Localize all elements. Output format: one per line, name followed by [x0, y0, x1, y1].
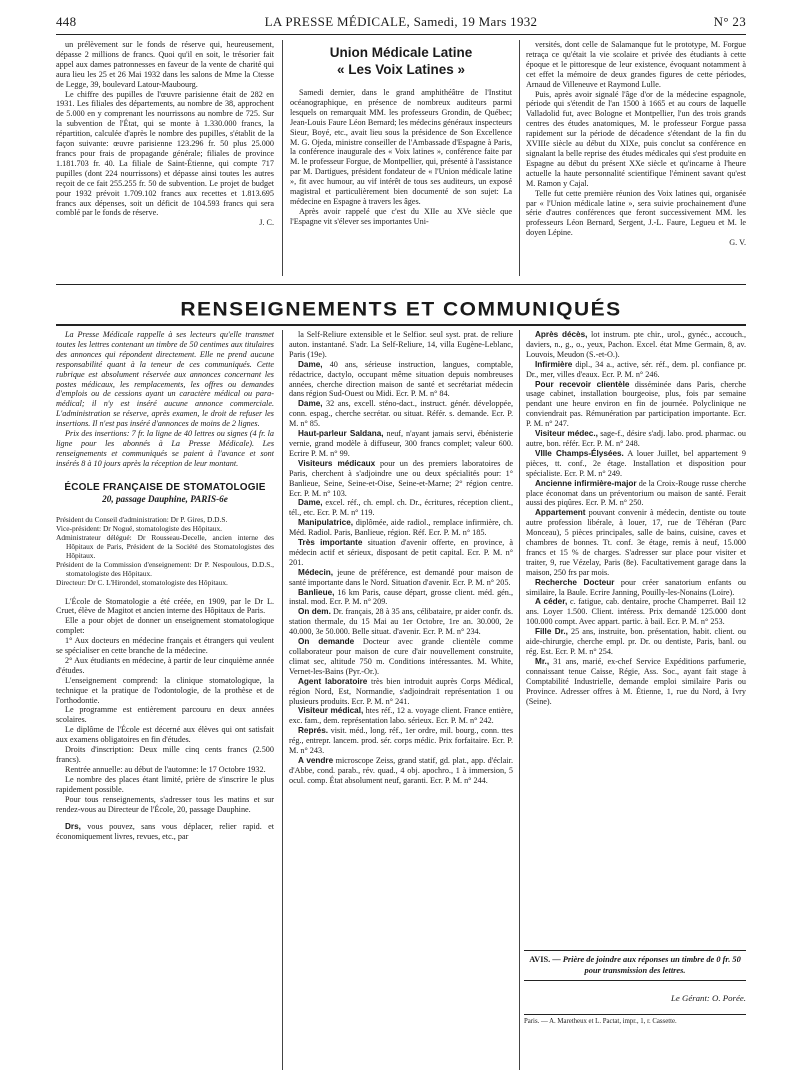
staff-entry: Vice-président: Dr Nogué, stomatologiste des Hôpitaux.: [56, 523, 223, 533]
ad-text: pour créer sanatorium enfants ou similaire, la Baule. Ecrire Janning, Pouilly-les-Nonains (Loire).: [526, 577, 746, 597]
article-signature: J. C.: [259, 218, 274, 228]
ad-text: sage-f., désire s'adj. labo. prod. pharmac. ou autre, bon. référ. Ecr. P. M. n° 248.: [526, 429, 746, 448]
ad-item: [526, 508, 746, 577]
union-title-line2: « Les Voix Latines »: [336, 62, 466, 77]
ecole-title: ÉCOLE FRANÇAISE DE STOMATOLOGIE: [64, 481, 266, 493]
ad-heading: Très importante: [298, 538, 363, 548]
classifieds-col2: [289, 330, 513, 1070]
ad-text: Dr. français, 28 à 35 ans, célibataire, pr aider confr. ds. station thermale, du 15 Mai au 1er Octobre, 1re an. 30.000, 2e 40.000, 3e 50.000. Belle situat. d'avenir. Ecr. P. M. n° 234.: [289, 607, 513, 637]
ad-heading: Dame,: [298, 399, 323, 409]
ad-item: [289, 677, 513, 707]
ad-text: 40 ans, sérieuse instruction, langues, comptable, rédactrice, dactylo, occupant même situation depuis nombreuses années, cherche direction maison de santé et secrétariat médecin dans région Sud-Ouest ou Midi. Ecr. P. M. n° 84.: [289, 359, 513, 399]
ad-text: dipl., 34 a., active, sér. réf., dem. pl. confiance pr. Dr., mer, villes d'eaux. Ecr. P. M. n° 246.: [526, 359, 746, 379]
ad-text: microscope Zeiss, grand statif, gd. plat., app. d'éclair. d'Abbe, cond. parab., rév. quad., 4 obj. apochro., 1 à immersion, 5 ocul. comp. État absolument neuf, garanti. Ecr. P. M. n° 244.: [289, 755, 513, 785]
column-divider: [519, 330, 520, 1070]
ad-text: jeune de préférence, est demandé pour maison de santé importante dans le Nord. Situation d'avenir. Ecr. P. M. n° 205.: [289, 567, 513, 587]
paragraph: L'École de Stomatologie a été créée, en 1909, par le Dr L. Cruet, élève de Magitot et ancien interne des Hôpitaux de Paris.: [56, 596, 274, 616]
ad-heading: Ancienne infirmière-major: [535, 478, 637, 488]
ad-heading: Visiteur médec.,: [535, 429, 598, 439]
journal-title: LA PRESSE MÉDICALE, Samedi, 19 Mars 1932: [264, 14, 538, 29]
ad-text: pour un des premiers laboratoires de Paris, cherchent à s'adjoindre une ou deux spécialités pour: 1° Banlieue, Seine, Seine-et-Oise, Seine-et-Marne; 2° région centre. Ecr. P. M. n° 103.: [289, 458, 513, 498]
ad-heading: A céder,: [535, 597, 568, 607]
ad-item: [526, 627, 746, 657]
union-signature: G. V.: [729, 238, 746, 248]
section-rule-top: [56, 284, 746, 285]
ad-text: 16 km Paris, cause départ, grosse client. méd. gén., instal. mod. Ecr. P. M. n° 209.: [289, 587, 513, 607]
ad-heading: Dame,: [298, 359, 323, 369]
ad-text: c. fatigue, cab. dentaire, proche Champerret. Bail 12 ans. Loyer 1.500. Client. intéress. Prix demandé 125.000 dont 100.000 compt. Avec appart. partic. à bail. Ecr. P. M. n° 253.: [526, 597, 746, 627]
ad-item: [289, 360, 513, 400]
ad-heading: Manipulatrice,: [298, 518, 354, 528]
ad-text: de la Croix-Rouge russe cherche place économat dans un préventorium ou maison de santé. Ferait aussi des piqûres. Ecr. P. M. n° 250.: [526, 478, 746, 508]
ad-heading: VIIIe Champs-Élysées.: [535, 448, 624, 458]
ad-item: [526, 657, 746, 707]
ad-item: [289, 538, 513, 568]
column-divider: [282, 40, 283, 276]
ad-heading: Pour recevoir clientèle: [535, 379, 630, 389]
section-rule-bottom: [56, 324, 746, 326]
ad-item: [289, 706, 513, 726]
ad-text: neuf, n'ayant jamais servi, ébénisterie vernie, grand modèle à diffuseur, 300 francs complet; valeur 600. Ecrire P. M. n° 99.: [289, 429, 513, 458]
ad-item: [289, 726, 513, 756]
ad-heading: Représ.: [298, 726, 329, 736]
union-title: [290, 44, 512, 78]
page-number: 448: [56, 14, 77, 29]
staff-entry: Directeur: Dr C. L'Hirondel, stomatologiste des Hôpitaux.: [56, 577, 228, 587]
paragraph: 2° Aux étudiants en médecine, à partir de leur cinquième année d'études.: [56, 655, 274, 675]
ad-item: [526, 330, 746, 360]
union-article-col1: [290, 40, 512, 276]
classifieds-col3: [526, 330, 746, 946]
ad-heading: A vendre: [298, 755, 334, 765]
ad-heading: Mr.,: [535, 656, 550, 666]
column-divider: [282, 330, 283, 1070]
ad-item: [526, 578, 746, 598]
printer-line: Paris. — A. Maretheux et L. Pactat, impr., 1, r. Cassette.: [524, 1014, 746, 1025]
ecole-address: 20, passage Dauphine, PARIS-6e: [102, 493, 228, 504]
ad-heading: Haut-parleur Saldana,: [298, 429, 384, 439]
ad-heading: On dem.: [298, 607, 331, 617]
ad-text: htes réf., 12 a. voyage client. France entière, exc. fam., dem. représentation labo. sérieux. Ecr. P. M. n° 242.: [289, 706, 513, 726]
header-rule: [56, 34, 746, 35]
ad-text: diplômée, aide radiol., remplace infirmière, ch. Méd. Radiol. Paris, Banlieue, région. Réf. Ecr. P. M. n° 185.: [289, 518, 513, 538]
ad-item: [526, 360, 746, 380]
staff-entry: Administrateur délégué: Dr Rousseau-Decelle, ancien interne des Hôpitaux de Paris, Président de la Société des Stomatologistes des Hôpitaux.: [56, 532, 274, 560]
ad-item: [289, 588, 513, 608]
ad-item: [289, 429, 513, 459]
avis-label: AVIS.: [529, 955, 551, 964]
ad-heading: Visiteurs médicaux: [298, 458, 376, 468]
ad-item: [289, 498, 513, 518]
ad-text: Docteur avec grande clientèle comme collaborateur pour maison de cure d'air nouvellement construite, climat sec, altitude 750 m. Conditions intéressantes. M. White, Vernet-les-Bains (Pyr.-Or.).: [289, 637, 513, 676]
issue-number: N° 23: [713, 14, 746, 29]
ad-heading: Médecin,: [298, 567, 334, 577]
ad-heading: Infirmière: [535, 359, 573, 369]
paragraph: La Presse Médicale rappelle à ses lecteurs qu'elle transmet toutes les lettres contenant un timbre de 50 centimes aux titulaires des annonces qui répondent directement. Elle ne prend aucune responsabilité quant à la teneur de ces communiqués. Cette rubrique est absolument réservée aux annonces concernant les postes médicaux, les remplacements, les offres ou demandes d'emplois ou de cessions ayant un caractère médical ou para-médical; il n'y est inséré aucune annonce commerciale. L'administration se réserve, après examen, le droit de refuser les insertions. Il n'est pas inséré d'annonces de moins de 2 lignes.: [56, 330, 274, 429]
ad-heading: Agent laboratoire: [298, 676, 368, 686]
staff-entry: Président de la Commission d'enseignement: Dr P. Nespoulous, D.D.S., stomatologiste des Hôpitaux.: [56, 559, 274, 578]
ad-heading: Appartement: [535, 508, 586, 518]
paragraph: Pour tous renseignements, s'adresser tous les matins et sur rendez-vous au Directeur de l'École, 20, passage Dauphine.: [56, 794, 274, 814]
paragraph: Le diplôme de l'École est décerné aux élèves qui ont satisfait aux examens obligatoires en fin d'études.: [56, 725, 274, 745]
paragraph: Après avoir rappelé que c'est du XIIe au XVe siècle que l'Espagne vit s'élever ses importantes Uni-: [290, 206, 512, 226]
paragraph: 1° Aux docteurs en médecine français et étrangers qui veulent se spécialiser en cette branche de la médecine.: [56, 636, 274, 656]
avis-notice: [524, 950, 746, 981]
classifieds-col1: [56, 330, 274, 1070]
ad-item: [289, 518, 513, 538]
ad-item: [289, 637, 513, 677]
ad-text: A louer Juillet, bel appartement 9 pièces, tt. conf., 2e étage. Installation et disposition pour spécialiste. Ecr. P. M. n° 249.: [526, 448, 746, 478]
ad-text: 25 ans, instruite, bon. présentation, habit. client. ou aide-chirurgie, cherche empl. pr. Dr. ou dentiste, Paris, banl. ou rég. Est. Ecr. P. M. n° 254.: [526, 627, 746, 656]
paragraph: Le chiffre des pupilles de l'œuvre parisienne était de 282 en 1931. Les filiales des départements, au nombre de 38, approchent de 5.000 en y comprenant les nourrissons au nombre de 725. Sur la subvention de l'État, qui se monte à 1.330.000 francs, la répartition, calculée d'après le nombre des pupilles, s'établit de la façon suivante: œuvre parisienne 123.296 fr. 50 plus 25.000 francs pour frais de propagande générale; filiales de province 1.181.703 fr. 40. La filiale de Saint-Étienne, qui compte 717 pupilles (dont 224 nourrissons) et dépasse ainsi toutes les autres reçoit de ce fait 255.255 fr. 50 de subvention. Le projet de budget pour 1932 prévoit 1.709.102 francs aux recettes et 1.813.695 francs aux dépenses, soit un déficit de 104.593 francs qui sera comblé par le fonds de réserve.: [56, 89, 274, 218]
ad-heading: Fille Dr.,: [535, 627, 568, 637]
ad-text: situation d'avenir offerte, en province, à médecin actif et sérieux, disposant de petit capital. Ecr. P. M. n° 201.: [289, 538, 513, 567]
ad-heading: Banlieue,: [298, 587, 335, 597]
ad-item: [289, 399, 513, 429]
ad-item: [526, 479, 746, 509]
paragraph: Prix des insertions: 7 fr. la ligne de 40 lettres ou signes (4 fr. la ligne pour les abonnés à La Presse Médicale). Les renseignements et communiqués se paient à l'avance et sont insérés 8 à 10 jours après la réception de leur montant.: [56, 429, 274, 468]
ad-item: [289, 459, 513, 499]
ad-heading: Recherche Docteur: [535, 577, 615, 587]
ad-text: 32 ans, excell. sténo-dact., instruct. génér. développée, conn. espag., cherche secrétar. ou situat. Référ. s. demande. Ecr. P. M. n° 85.: [289, 399, 513, 429]
ad-item: [56, 822, 274, 842]
gerant-line: Le Gérant: O. Porée.: [670, 993, 746, 1003]
ad-text: disséminée dans Paris, cherche usage cabinet, installation bourgeoise, plus, fois par semaine pendant une heure environ en fin de journée. Polyclinique ne conviendrait pas. Rémunération par participation importante. Ecr. P. M. n° 247.: [526, 379, 746, 429]
ad-item: [289, 756, 513, 786]
ad-item: [526, 597, 746, 627]
ad-text: pouvant convenir à médecin, dentiste ou toute autre profession libérale, à louer, 17, rue de Téhéran (Parc Monceau), 5 pièces principales, salle de bains, cuisine, caves et chambres de bonnes. Tt. conf. 3e étage, remis à neuf, 15.000 francs et 15 % de charges. S'adresser sur place pour visiter et traiter, 9, rue Vézelay, Paris (8e). Facultativement garage dans la maison, 250 frs par mois.: [526, 508, 746, 577]
ad-item: [289, 607, 513, 637]
paragraph: Samedi dernier, dans le grand amphithéâtre de l'Institut océanographique, en présence de nombreux auditeurs parmi lesquels on remarquait MM. les professeurs Grondin, de Québec; Jean-Louis Faure Léon Bernard; les médecins généraux inspecteurs Sieur, Boyé, etc., avait lieu sous la présidence de Son Excellence M. G. Ojeda, ministre conseiller de l'Ambassade d'Espagne à Paris, la conférence inaugurale des « Voix latines », conférence faite par M. le professeur Forgue, de Montpellier, qui, présenté à l'assistance par M. Dartigues, président fondateur de « l'Union médicale latine », fit avec humour, au vif intérêt de tous ses auditeurs, un exposé magistral et particulièrement bien documenté de son sujet: La médecine en Espagne à travers les âges.: [290, 88, 512, 206]
paragraph: Le programme est entièrement parcouru en deux années scolaires.: [56, 705, 274, 725]
paragraph: Telle fut cette première réunion des Voix latines qui, organisée par « l'Union médicale latine », sera suivie prochainement d'une série d'autres conférences que feront successivement MM. les professeurs Léon Bernard, Sergent, J.-L. Faure, Legueu et M. le doyen Lépine.: [526, 188, 746, 238]
union-title-line1: Union Médicale Latine: [329, 45, 473, 60]
column-divider: [519, 40, 520, 276]
page-header: [56, 14, 746, 32]
paragraph: Puis, après avoir signalé l'âge d'or de la médecine espagnole, période qui s'étendit de l'an 1500 à 1665 et au cours de laquelle Valladolid fut, avec Bologne et Montpellier, l'un des trois grands centres des études anatomiques, M. le professeur Forgue passa rapidement sur la période de décadence s'étendant de la fin du XVIIIe siècle au début du XIXe, puis conclut sa conférence en signalant la belle reprise des études médicales qui s'est produite en Espagne au début du présent XXe siècle et qu'incarne à l'heure actuelle la haute personnalité scientifique l'éminent savant qu'est M. Ramon y Cajal.: [526, 89, 746, 188]
article-continuation: [56, 40, 274, 276]
paragraph: Droits d'inscription: Deux mille cinq cents francs (2.500 francs).: [56, 745, 274, 764]
ad-heading: Visiteur médical,: [298, 706, 364, 716]
ad-heading: Drs,: [65, 822, 81, 832]
union-article-col2: [526, 40, 746, 276]
staff-entry: Président du Conseil d'administration: Dr P. Gires, D.D.S.: [56, 514, 228, 524]
ad-text: lot instrum. pte chir., urol., gynéc., accouch., daviers, n., g., o., yeux, Pachon. Excel. état Mme Germain, 8, av. Louvois, Meudon (S.-et-O.).: [526, 330, 746, 359]
ad-item: [526, 380, 746, 430]
ecole-staff-list: [56, 515, 274, 587]
paragraph: Le nombre des places étant limité, prière de s'inscrire le plus rapidement possible.: [56, 774, 274, 794]
avis-text: — Prière de joindre aux réponses un timbre de 0 fr. 50 pour transmission des lettres.: [552, 955, 741, 975]
paragraph: Elle a pour objet de donner un enseignement stomatologique complet:: [56, 616, 274, 636]
ad-item: [289, 330, 513, 360]
ad-item: [526, 449, 746, 479]
paragraph: Rentrée annuelle: au début de l'automne: le 17 Octobre 1932.: [65, 764, 266, 774]
ad-heading: On demande: [298, 637, 355, 647]
ad-item: [289, 568, 513, 588]
ad-text: très bien introduit auprès Corps Médical, région Nord, Est, Normandie, s'adjoindrait représentation 1 ou plusieurs produits. Ecr. P. M. n° 241.: [289, 676, 513, 706]
ad-heading: Après décès,: [535, 330, 588, 339]
ad-heading: Dame,: [298, 498, 323, 508]
ad-item: [526, 429, 746, 449]
paragraph: L'enseignement comprend: la clinique stomatologique, la technique et la pratique de l'odontologie, de la prothèse et de l'orthodontie.: [56, 675, 274, 705]
paragraph: versités, dont celle de Salamanque fut le prototype, M. Forgue retraça ce qu'était la vie scolaire et privée des étudiants à cette époque et le pittoresque de leur existence, évoquant notamment à cet effet la mémoire de deux grandes figures de cette périodes, Arnaud de Villeneuve et Raymond Lulle.: [526, 40, 746, 89]
section-title: RENSEIGNEMENTS ET COMMUNIQUÉS: [180, 298, 622, 321]
ad-text: la Self-Reliure extensible et le Selfior. seul syst. prat. de reliure auton. instantané. S'adr. La Self-Reliure, 14, villa Eugène-Leblanc, Paris (19e).: [289, 330, 513, 359]
paragraph: un prélèvement sur le fonds de réserve qui, heureusement, dépasse 2 millions de francs. Quoi qu'il en soit, le trésorier fait appel aux dames patronnesses en faveur de la vente de charité qui aura lieu les 25 et 26 Mai 1932 dans les salons de Mme la Ctesse de Legge, 39, boulevard Latour-Maubourg.: [56, 40, 274, 89]
ad-text: vous pouvez, sans vous déplacer, relier rapid. et économiquement livres, revues, etc., par: [56, 822, 274, 842]
ad-text: visit. méd., long. réf., 1er ordre, mil. bourg., conn. ttes rég., entrepr. lancem. prod. sér. corps médic. Prix forfaitaire. Ecr. P. M. n° 243.: [289, 726, 513, 756]
ad-text: 31 ans, marié, ex-chef Service Expéditions parfumerie, connaissant tenue Caisse, Régie, Ass. Soc., ayant fait stage à Comptabilité Industrielle, demande emploi similaire Paris ou Province. Adresser offres à M. Étienne, 1, rue du Nord, à Ivry (Seine).: [526, 656, 746, 706]
ad-text: excel. réf., ch. empl. ch. Dr., écritures, réception client., tél., etc. Ecr. P. M. n° 119.: [289, 498, 513, 518]
